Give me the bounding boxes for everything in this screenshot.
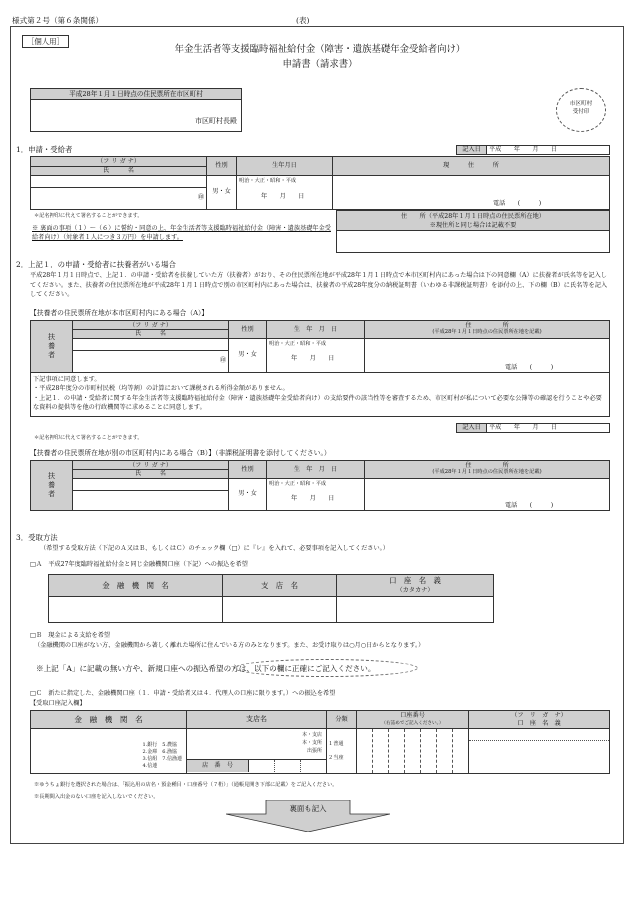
reception-stamp: [556, 88, 606, 132]
unit-day: 日: [328, 355, 335, 363]
consent-text: 下記事項に同意します。: [33, 375, 101, 383]
address-head-label: 住 所: [465, 462, 509, 470]
form-subtitle: 申請書（請求書）: [282, 59, 358, 70]
branch-input[interactable]: [223, 597, 337, 623]
address-head-sub: (平成28年１月１日時点の住民票所在地を記載): [432, 469, 542, 476]
unit-year: 年: [291, 495, 298, 503]
address-head: [365, 461, 610, 479]
acct-no-label: 口座番号: [400, 711, 425, 719]
acct-no-head: [357, 711, 469, 729]
holder-head-label: 口 座 名 義: [389, 575, 441, 585]
address-head: [365, 321, 610, 339]
acct-holder-label: 口 座 名 義: [517, 719, 561, 727]
stamp-text: 市区町村受付印: [569, 101, 593, 115]
furigana-input[interactable]: [73, 478, 229, 490]
entry-date-label: 記入日: [457, 424, 487, 433]
address-input[interactable]: [333, 175, 610, 209]
consent-bullet-1: ・平成28年度分の市町村民税（均等割）の計算において課税される所得金額がありません。: [33, 385, 289, 393]
bank-head: 金 融 機 関 名: [49, 575, 223, 597]
bank-type-7[interactable]: 7.信漁連: [162, 756, 182, 762]
sex-choice[interactable]: 男・女: [229, 478, 267, 510]
continue-arrow: [226, 800, 390, 832]
unit-year: 年: [291, 355, 298, 363]
unit-month: 月: [309, 495, 316, 503]
seal-mark: ㊞: [219, 357, 226, 365]
acct-holder-head: [469, 711, 610, 729]
section2-body: 平成28年１月１日時点で、上記１．の申請・受給者を扶養していた方（扶養者）がおり、その住民票所在地が平成28年１月１日時点で本市区町村内にあった場合は下の同意欄（A）に扶養者が氏名等を記入してください。また、扶養者の住民票所在地が平成28年１月１日時点で別の市区町村内にあった場合は、扶養者の平成28年度分の納税証明書（いわゆる非課税証明書）を添付の上、下の欄（B）に氏名等を記入してください。: [30, 272, 608, 299]
section3-heading: 3．受取方法: [16, 533, 58, 542]
option-b-note: （金融機関の口座がない方、金融機関から著しく離れた場所に住んでいる方のみとなります。また、お受け取りは○月○日からとなります。）: [34, 642, 425, 649]
era: 平成: [489, 146, 502, 153]
holder-head-sub: （カタカナ）: [396, 586, 434, 594]
phone-label: 電話 ( ): [493, 200, 542, 207]
account-title: 【受取口座記入欄】: [30, 700, 86, 707]
dependent-a-table: [30, 320, 610, 417]
unit-year: 年: [261, 193, 268, 201]
unit-month: 月: [309, 355, 316, 363]
unit-month: 月: [532, 424, 539, 431]
kind-ordinary[interactable]: １普通: [328, 741, 344, 747]
acct-bank-head: 金 融 機 関 名: [31, 711, 187, 729]
municipality-box: [30, 88, 242, 132]
branch-type-1[interactable]: 本・支店: [301, 732, 322, 738]
unit-day: 日: [550, 424, 558, 431]
unit-month: 月: [279, 193, 286, 201]
seal-mark: ㊞: [197, 194, 204, 202]
dependent-a-title: 【扶養者の住民票所在地が本市区町村内にある場合（A）】: [30, 309, 209, 317]
holder-input[interactable]: [337, 597, 494, 623]
kind-current[interactable]: ２当座: [328, 755, 344, 761]
bank-type-6[interactable]: 6.漁協: [162, 749, 177, 755]
branch-digit-1[interactable]: [249, 760, 275, 772]
furigana-label: （フ リ ガ ナ）: [31, 157, 207, 167]
unit-month: 月: [532, 146, 539, 153]
mayor-label: 市区町村長殿: [195, 117, 237, 126]
note-dormant: ※長期間入出金のない口座を記入しないでください。: [34, 794, 159, 800]
era-options: 明治・大正・昭和・平成: [269, 340, 327, 347]
unit-day: 日: [298, 193, 305, 201]
resident-address-input[interactable]: [337, 231, 610, 253]
sex-head: 性別: [207, 157, 237, 176]
bank-type-4[interactable]: 4.信連: [142, 763, 158, 769]
resident-address-head: [337, 211, 610, 231]
acct-bank-input[interactable]: [31, 729, 187, 774]
acct-kind-head: 分類: [327, 711, 357, 729]
option-a-table: [48, 574, 494, 623]
dependent-b-label: [31, 461, 73, 511]
branch-number-label: 店 番 号: [187, 760, 249, 772]
consent-bullet-2: ・上記１．の申請・受給者に関する年金生活者等支援臨時福祉給付金（障害・遺族基礎年金受給者向け）の支給要件の該当性等を審査するため、市区町村が私について必要な公簿等の確認を行うことや必要な資料の提供等を他の行政機関等に求めることに同意します。: [33, 394, 602, 412]
continue-label: 裏面も記入: [289, 804, 327, 813]
holder-head: [337, 575, 494, 597]
form-number: 様式第２号（第６条関係）: [12, 16, 104, 25]
branch-head: 支 店 名: [223, 575, 337, 597]
entry-date-2: [456, 423, 610, 433]
applicant-table: [30, 156, 610, 210]
dependent-a-label: [31, 321, 73, 373]
consent-box: [31, 372, 610, 416]
unit-day: 日: [550, 146, 558, 153]
dob-head: 生年月日: [237, 157, 333, 176]
section3-instruction: （希望する受取方法（下記のＡ又はＢ、もしくはＣ）のチェック欄（□）に『レ』を入れて、必要事項を記入してください。）: [40, 545, 389, 552]
furigana-label: （フ リ ガ ナ）: [73, 321, 229, 330]
acct-branch-head: 支店名: [187, 711, 327, 729]
name-input[interactable]: [73, 490, 229, 510]
option-c[interactable]: □Ｃ 新たに指定した、金融機関口座（１．申請・受給者又は４．代理人の口座に限ります。）への振込を希望: [30, 690, 336, 697]
municipality-box-title: 平成28年１月１日時点の住民票所在市区町村: [31, 89, 241, 100]
dob-input[interactable]: [267, 338, 365, 372]
unit-day: 日: [328, 495, 335, 503]
era-options: 明治・大正・昭和・平成: [239, 177, 297, 184]
personal-label: ［個人用］: [22, 35, 69, 48]
unit-year: 年: [513, 424, 520, 431]
acct-holder-input[interactable]: [469, 729, 610, 774]
signature-note: ＊記名押印に代えて署名することができます。: [34, 213, 143, 219]
address-input[interactable]: [365, 338, 610, 372]
callout-text: ※上記「A」に記載の無い方や、新規口座への振込希望の方は、以下の欄に正確にご記入ください。: [36, 664, 376, 673]
era: 平成: [489, 424, 502, 431]
acct-holder-furigana: （フ リ ガ ナ）: [511, 711, 567, 719]
entry-date-value[interactable]: [487, 146, 610, 155]
name-label: 氏 名: [31, 167, 207, 176]
bank-type-2[interactable]: 2.金庫: [142, 749, 158, 755]
branch-digit-2[interactable]: [275, 760, 301, 772]
bank-type-3[interactable]: 3.信組: [142, 756, 158, 762]
sex-head: 性別: [229, 321, 267, 339]
acct-no-sub: （右詰めでご記入ください。）: [381, 720, 444, 726]
branch-type-3[interactable]: 出張所: [306, 748, 322, 754]
furigana-input[interactable]: [31, 175, 207, 187]
bank-input[interactable]: [49, 597, 223, 623]
furigana-input[interactable]: [73, 338, 229, 350]
acct-no-input[interactable]: [357, 729, 469, 774]
consent-note: ※ 裏面の事項（１）～（６）に誓約・同意の上、年金生活者等支援臨時福祉給付金（障害・遺族基礎年金受給者向け）（対象者１人につき３万円）を申請します。: [32, 225, 331, 241]
phone-label: 電話 ( ): [505, 502, 554, 509]
acct-kind-input[interactable]: [327, 729, 357, 774]
bank-type-5[interactable]: 5.農協: [162, 742, 177, 748]
form-title: 年金生活者等支援臨時福祉給付金（障害・遺族基礎年金受給者向け）: [174, 44, 466, 55]
dob-head: 生 年 月 日: [267, 321, 365, 339]
dependent-label: 扶養者: [48, 333, 55, 359]
name-label: 氏 名: [73, 470, 229, 479]
unit-year: 年: [513, 146, 520, 153]
same-address-note: ※現住所と同じ場合は記載不要: [429, 221, 517, 229]
entry-date-label: 記入日: [457, 146, 487, 155]
furigana-label: （フ リ ガ ナ）: [73, 461, 229, 470]
section1-heading: 1．申請・受給者: [16, 145, 73, 154]
phone-label: 電話 ( ): [505, 364, 554, 371]
front-label: (表): [296, 16, 310, 25]
address-input[interactable]: [365, 478, 610, 510]
address-head: 現 住 所: [333, 157, 610, 176]
option-a[interactable]: □Ａ 平成27年度臨時福祉給付金と同じ金融機関口座（下記）への振込を希望: [30, 561, 248, 568]
dob-input[interactable]: [237, 175, 333, 209]
signature-note-2: ＊記名押印に代えて署名することができます。: [34, 435, 143, 441]
sex-choice[interactable]: 男・女: [229, 338, 267, 372]
note-yucho: ※ゆうちょ銀行を選択された場合は、「振込用の店名・預金種目・口座番号（７桁）」（通帳見開き下部に記載）をご記入ください。: [34, 782, 338, 788]
branch-type-2[interactable]: 本・支所: [301, 740, 322, 746]
resident-address-table: [336, 210, 610, 253]
dependent-b-table: [30, 460, 610, 511]
sex-head: 性別: [229, 461, 267, 479]
acct-branch-input[interactable]: [187, 729, 327, 774]
dob-head: 生 年 月 日: [267, 461, 365, 479]
name-label: 氏 名: [73, 330, 229, 339]
name-input[interactable]: [73, 350, 229, 372]
address-head-sub: (平成28年１月１日時点の住民票所在地を記載): [432, 329, 542, 336]
account-table: [30, 710, 610, 774]
resident-address-label: 住 所（平成28年１月１日時点の住民票所在地）: [401, 212, 545, 220]
entry-date-value[interactable]: [487, 424, 610, 433]
dob-input[interactable]: [267, 478, 365, 510]
section2-heading: 2．上記１．の申請・受給者に扶養者がいる場合: [16, 260, 176, 269]
dependent-b-title: 【扶養者の住民票所在地が別の市区町村内にある場合（B）】（非課税証明書を添付してください。）: [30, 449, 331, 457]
branch-digit-3[interactable]: [301, 760, 326, 772]
option-b[interactable]: □Ｂ 現金による支給を希望: [30, 632, 111, 639]
dependent-label: 扶養者: [48, 472, 55, 498]
address-head-label: 住 所: [465, 322, 509, 330]
era-options: 明治・大正・昭和・平成: [269, 480, 327, 487]
entry-date-1: [456, 145, 610, 155]
sex-choice[interactable]: 男・女: [207, 175, 237, 209]
bank-type-1[interactable]: 1.銀行: [142, 742, 158, 748]
name-input[interactable]: [31, 187, 207, 209]
